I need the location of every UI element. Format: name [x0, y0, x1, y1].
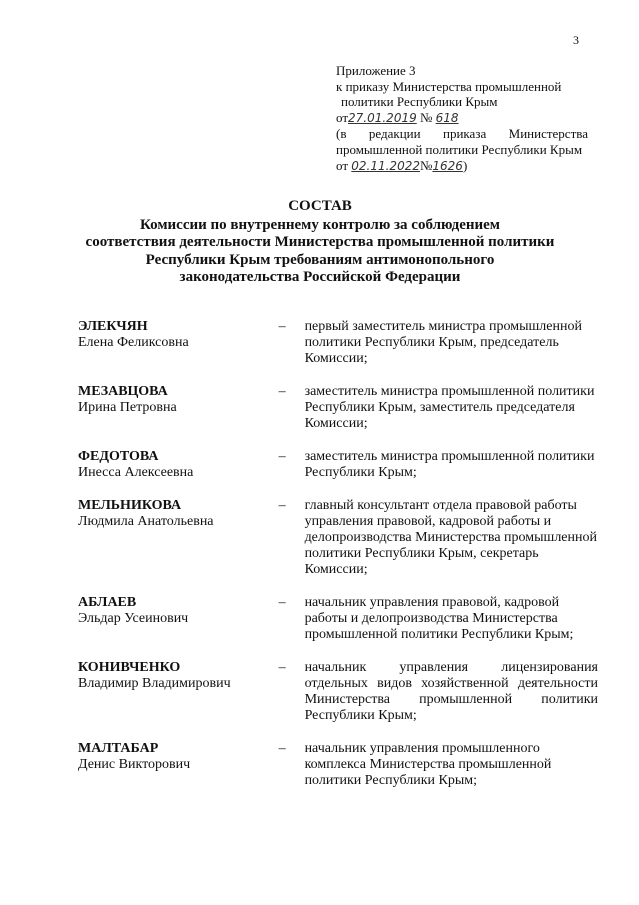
member-dash: – — [278, 319, 286, 334]
member-role: главный консультант отдела правовой работы управления правовой, кадровой работы и делопроизводства Министерства промышленной политики Республики Крым, секретарь Комиссии; — [304, 498, 597, 577]
appendix-order-ref: к приказу Министерства промышленной — [336, 78, 562, 94]
appendix-title: Приложение 3 — [336, 63, 416, 78]
member-name — [78, 660, 278, 692]
member-row — [78, 595, 598, 643]
member-role: начальник управления промышленного комплекса Министерства промышленной политики Республики Крым; — [304, 741, 552, 788]
member-surname: АБЛАЕВ — [78, 595, 137, 610]
edition-line-1: (в редакции приказа Министерства — [336, 126, 588, 142]
member-role: заместитель министра промышленной политики Республики Крым, заместитель председателя Комиссии; — [304, 384, 595, 431]
member-given-name: Елена Феликсовна — [78, 335, 189, 350]
handwritten-order-date: 27.01.2019 — [348, 110, 417, 125]
member-given-name: Владимир Владимирович — [78, 676, 231, 691]
member-name — [78, 384, 278, 416]
order-number-prefix: № — [419, 109, 433, 125]
title-line-1: Комиссии по внутреннему контролю за соблюдением — [139, 216, 501, 233]
member-dash: – — [278, 498, 286, 513]
title-heading: СОСТАВ — [288, 198, 352, 214]
member-surname: ФЕДОТОВА — [78, 449, 159, 464]
member-dash: – — [278, 660, 286, 675]
member-dash: – — [278, 449, 286, 464]
member-name — [78, 595, 278, 627]
member-surname: ЭЛЕКЧЯН — [78, 319, 148, 334]
edition-date-line — [336, 158, 588, 175]
member-role: начальник управления лицензирования отдельных видов хозяйственной деятельности Министерства промышленной политики Республики Крым; — [304, 660, 598, 723]
member-surname: МЕЗАВЦОВА — [78, 384, 168, 399]
edition-close: ) — [462, 157, 468, 173]
appendix-order-date-line — [336, 110, 588, 127]
edition-prefix: от — [336, 157, 349, 173]
member-given-name: Людмила Анатольевна — [78, 514, 214, 529]
member-given-name: Эльдар Усеинович — [78, 611, 189, 626]
page-number: 3 — [573, 33, 579, 47]
member-role: начальник управления правовой, кадровой работы и делопроизводства Министерства промышленной политики Республики Крым; — [304, 595, 574, 642]
member-name — [78, 319, 278, 351]
document-title — [60, 198, 580, 287]
member-name — [78, 741, 278, 773]
member-role: заместитель министра промышленной политики Республики Крым; — [304, 449, 595, 480]
member-given-name: Ирина Петровна — [78, 400, 177, 415]
handwritten-edition-number: 1626 — [432, 158, 463, 173]
member-surname: МЕЛЬНИКОВА — [78, 498, 182, 513]
member-row — [78, 498, 598, 578]
title-line-2: соответствия деятельности Министерства промышленной политики — [85, 234, 555, 250]
title-line-4: законодательства Российской Федерации — [179, 269, 461, 285]
member-name — [78, 449, 278, 481]
member-surname: МАЛТАБАР — [78, 741, 159, 756]
member-row — [78, 660, 598, 724]
member-dash: – — [278, 595, 286, 610]
title-line-3: Республики Крым требованиям антимонопольного — [145, 251, 495, 268]
handwritten-edition-date: 02.11.2022 — [351, 158, 420, 173]
appendix-ministry: политики Республики Крым — [341, 94, 498, 110]
member-row — [78, 449, 598, 481]
member-row — [78, 384, 598, 432]
order-prefix: от — [336, 109, 349, 125]
member-name — [78, 498, 278, 530]
member-dash: – — [278, 384, 286, 399]
member-row — [78, 319, 598, 367]
edition-line-2: промышленной политики Республики Крым — [336, 141, 583, 157]
member-given-name: Инесса Алексеевна — [78, 465, 194, 480]
member-list — [78, 319, 598, 806]
member-row — [78, 741, 598, 789]
member-dash: – — [278, 741, 286, 756]
handwritten-order-number: 618 — [435, 110, 459, 125]
member-role: первый заместитель министра промышленной политики Республики Крым, председатель Комиссии; — [304, 319, 582, 366]
member-surname: КОНИВЧЕНКО — [78, 660, 181, 675]
edition-number-prefix: № — [419, 157, 433, 173]
member-given-name: Денис Викторович — [78, 757, 191, 772]
appendix-block — [336, 63, 588, 174]
